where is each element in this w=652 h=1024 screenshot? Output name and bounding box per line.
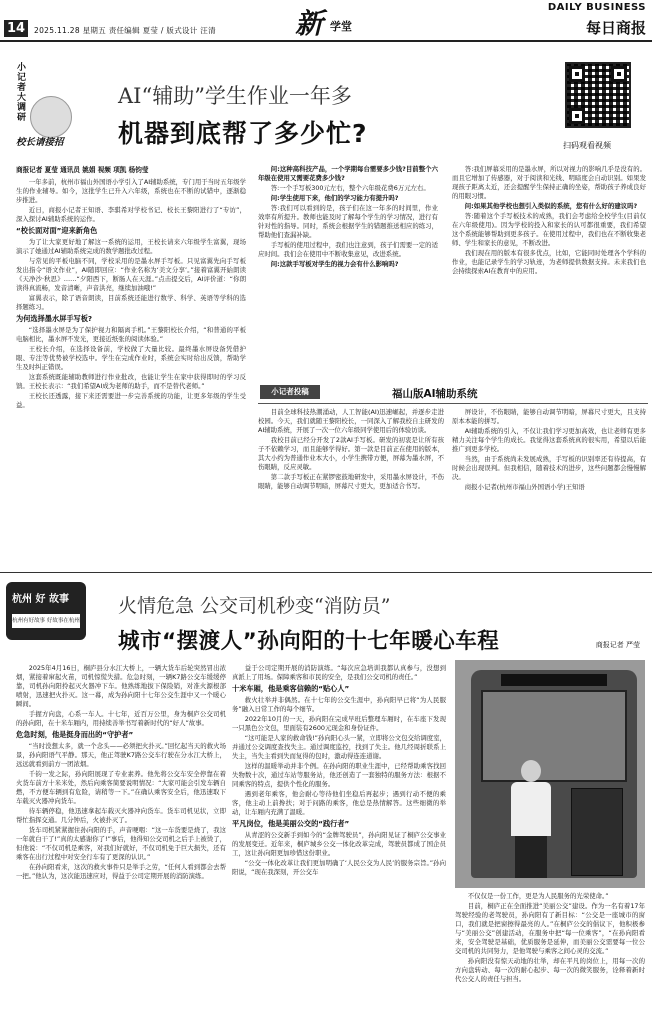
qr-finder-icon [569, 66, 585, 82]
answer-paragraph: 答:随着这个手写板技术的成熟，我们会考虑给全校学生(目前仅在六年级使用)。因为学校的投入和家长的认可都很重要，我们希望这个系统能够帮助到更多孩子。在使用过程中，我们也在不断收集老师、学生和家长的意见，不断改进。 [452, 212, 646, 247]
body-paragraph: 当然，由于系统尚未发展成熟，手写板的识别率还有待提高，有时候会出现误判。但我相信，随着技术的进步，这些问题都会慢慢解决。 [452, 455, 646, 481]
qr-finder-icon [611, 66, 627, 82]
section-logo-small: 学堂 [330, 20, 352, 33]
section-heading: “校长面对面”迎来新角色 [16, 226, 98, 235]
sidebar-title: 福山版AI辅助系统 [392, 388, 478, 400]
body-paragraph: 近日，商报小记者王知语、李骐希对学校书记、校长王黎阳进行了“专访”，深入探讨AI辅助系统的运作。 [16, 206, 246, 223]
story1-column-1 [16, 178, 246, 570]
body-paragraph: 手握方向盘，心系一车人。十七年，近百万公里，身为桐庐公交司机的孙向阳，在十米车厢内，用持续善举书写着新时代的“好人”故事。 [16, 710, 226, 727]
body-paragraph: 益于公司定期开展的消防演练。“每次应急培训我都认真参与，没想到真派上了用场。保障乘客和市民的安全，是我们公交司机的责任。” [232, 664, 446, 681]
body-paragraph: 目前全球科技热潮涌动，人工智能(AI)迅速崛起，并逐步走进校园。今天，我们就随王黎阳校长，一同深入了解我校自主研发的AI辅助系统，开展了一次一位六年级同学使用后的体验访谈。 [258, 408, 444, 434]
story1-column-2 [258, 165, 438, 381]
body-paragraph: 从青涩的公交新手到如今的“金牌驾驶员”，孙向阳见证了桐庐公交事业的发展变迁。近年来，桐庐城乡公交一体化改革完成，驾驶员都成了国企员工，这让孙向阳更加珍惜这份职业。 [232, 831, 446, 857]
question-paragraph: 问:如果其他学校也想引入类似的系统，您有什么好的建议吗? [464, 202, 638, 210]
body-paragraph: 王校长介绍，在选择设备前，学校做了大量比较。最终墨水屏设备凭借护眼、专注等优势被学校选中。学生在完成作业时，系统会实时给出反馈，帮助学生及时纠正错误。 [16, 345, 246, 371]
bus-driver-photo [455, 660, 645, 888]
column-tag-title: 校长请接招 [16, 137, 64, 148]
body-paragraph: 待车辆停稳，他迅速拿起车载灭火器冲向货车。货车司机见状，立即帮忙指挥交通。几分钟后，火被扑灭了。 [16, 807, 226, 824]
header-info: 2025.11.28 星期五 责任编辑 夏莹 / 版式设计 汪清 [34, 26, 216, 35]
brand-english: DAILY BUSINESS [547, 2, 646, 13]
body-paragraph: “选择墨水屏是为了保护视力和隔离手机。”王黎阳校长介绍，“和普通的平板电脑相比，墨水屏不发光，更接近纸张的阅读体验。” [16, 326, 246, 343]
answer-paragraph: 手写板的使用过程中，我们也注意到，孩子们需要一定的适应时间。我们会在使用中不断收集意见，改进系统。 [258, 241, 438, 258]
logo-line1: 杭州 好 故事 [12, 594, 69, 605]
page-number: 14 [4, 20, 28, 37]
story2-subtitle: 火情危急 公交司机秒变“消防员” [118, 595, 391, 617]
body-paragraph: AI辅助系统的引入，不仅让我们学习更加高效，也让老师有更多精力关注每个学生的成长。我觉得这套系统真的很实用，希望以后能推广到更多学校。 [452, 427, 646, 453]
sidebar-column-2 [452, 408, 646, 568]
driver-torso [511, 782, 551, 836]
body-paragraph: 货车司机紧紧握住孙向阳的手，声音哽咽：“这一车货要是烧了，我这一年就白干了!”真的太感谢你了!”事后，他得知公交司机之后手上被烫了，但他说：“不仅司机是乘客，对我们好就好，不仅司机免于巨大损失，还有乘客在出行过程中对安全行车有了更深的认识。” [16, 826, 226, 861]
section-logo-big: 新 [295, 7, 324, 40]
bus-door [571, 788, 623, 876]
body-paragraph: 孙向阳没有惊天动地的壮举，却在平凡的岗位上，用每一次的方向盘转动、每一次的耐心起步、每一次的微笑服务，诠释着新时代公交人的责任与担当。 [455, 957, 645, 983]
body-paragraph: 在孙向阳看来，这次的救火事件只是举手之劳，“任何人看到都会去帮一把。”他认为，这次能迅速应对，得益于公司定期开展的消防演练。 [16, 863, 226, 880]
body-paragraph: 一年多前，杭州市福山外国语小学引入了AI辅助系统，专门用于当时五年级学生的作业辅导。如今，这批学生已升入六年级，系统也在不断的试错中，逐渐稳步推进。 [16, 178, 246, 204]
hangzhou-story-logo [6, 582, 86, 640]
body-paragraph: 这样的温暖举动并非个例。在孙向阳的职业生涯中，已经帮助乘客找回失物数十次，通过车站等服务站，他还创造了一套独特的服务方法：根据不同乘客的特点，提供个性化的服务。 [232, 762, 446, 788]
section-heading: 平凡岗位，他是美丽公交的“践行者” [232, 819, 350, 828]
logo-line2: 杭州有好故事 好故事在杭州 [12, 614, 80, 628]
body-paragraph: 目前，桐庐正在全面推进“美丽公交”建设。作为一名有着17年驾驶经验的老驾驶员，孙向阳有了新目标：“公交是一座城市的窗口，我们就是把窗擦得最亮的人。”在桐庐公交的倡议下，他积极参与“美丽公交”创建活动，在服务中把“每一位乘客”，“在孙向阳看来，安全驾驶是基础，优质服务是延伸，而美丽公交需要每一位公交司机的共同努力，是他驾驶与乘客之间心灵的交流。” [455, 902, 645, 955]
driver-figure [507, 760, 555, 878]
qr-label: 扫码观看视频 [563, 141, 611, 150]
story1-column-3 [452, 165, 646, 381]
column-tag-vertical: 小记者大调研 [15, 62, 25, 122]
driver-legs [515, 836, 547, 878]
body-paragraph: 为了让大家更好地了解这一系统的运用，王校长请来六年级学生富翼，现场演示了她通过AI辅助系统完成的数学题批改过程。 [16, 238, 246, 255]
body-paragraph: 屏设计，不伤眼睛，能够自动调节明暗，屏幕尺寸更大，且支持原本本能的拼写。 [452, 408, 646, 425]
story1-headline: 机器到底帮了多少忙? [118, 119, 368, 148]
body-paragraph: 2025年4月16日，桐庐县分水江大桥上，一辆大货车后轮突然冒出浓烟，紧接着窜起火苗，司机惊慌失措。危急时刻，一辆K7路公交车缓缓停靠，司机孙向阳拎起灭火器冲下车。他熟练地拔下保险销，对准火源根部喷射，迅速把火扑灭。这一幕，成为孙向阳十七年公交生涯中又一个暖心瞬间。 [16, 664, 226, 708]
header-rule [0, 40, 652, 42]
question-paragraph: 问:学生使用下来，他们的学习能力有提升吗? [270, 194, 399, 202]
story2-headline: 城市“摆渡人”孙向阳的十七年暖心车程 [118, 629, 500, 654]
story1-subtitle: AI“辅助”学生作业一年多 [118, 84, 352, 108]
body-paragraph: 2022年10月的一天，孙向阳在完成早班后整理车厢时，在车座下发现一只黑色公文包，里面装有2600元现金和身份证件。 [232, 715, 446, 732]
qr-code[interactable] [565, 62, 631, 128]
column-tag [6, 62, 76, 150]
body-paragraph: 富翼表示，除了语音朗读，目前系统还能进行数学、科学、英语等学科的选择题练习。 [16, 294, 246, 311]
story1-byline: 商报记者 夏莹 通讯员 姚娟 视频 项凯 杨钧莹 [16, 166, 149, 174]
section-heading: 为何选择墨水屏手写板? [16, 314, 93, 323]
body-paragraph: 与常见的平板电脑不同，学校采用的是墨水屏手写板。只见富翼先向手写板发出指令“语文作业”，AI随即回应：“作业名称为‘美文分享’。”接着富翼开始朗读《天净沙·秋思》……“夕阳西下，断肠人在天涯。”点击提交后，AI评价道：“你朗读得真流畅，发音清晰，声音洪亮，继续加油哦!” [16, 257, 246, 292]
body-paragraph: “当时没想太多，就一个念头——必须把火扑灭。”回忆起当天的救火场景，孙向阳语气平静。那天，他正驾驶K7路公交车行驶在分水江大桥上，远远就看到前方一团浓烟。 [16, 742, 226, 768]
brand-chinese: 每日商报 [585, 19, 646, 37]
story2-column-2 [232, 664, 446, 1020]
body-paragraph: 我校目前已经分开发了2款AI手写板。研发的初衷是让所有孩子不依赖学习，而且能够学得好。第一款是目前正在使用的版本，其大小约为普通作业本大小，小学生携带方便，屏幕为墨水屏，不伤眼睛，反应灵敏。 [258, 436, 444, 471]
section-heading: 十米车厢，他是乘客信赖的“贴心人” [232, 684, 350, 693]
body-paragraph: 这套系统既能辅助教师进行作业批改，也能让学生在家中获得即时的学习反馈。王校长表示：“我们希望AI成为老师的助手，而不是替代老师。” [16, 373, 246, 390]
driver-head [521, 760, 541, 782]
section-heading: 危急时刻，他是挺身而出的“守护者” [16, 730, 134, 739]
body-paragraph: 不仅仅是一份工作，更是为人民服务的光荣使命。” [467, 892, 609, 900]
answer-paragraph: 答:一个手写板300元左右，整个六年级花费6万元左右。 [270, 184, 430, 192]
body-paragraph: 救火壮举并非偶然。在十七年的公交生涯中，孙向阳早已将“为人民服务”融入日常工作的每个细节。 [232, 696, 446, 713]
body-paragraph: 千钧一发之际，孙向阳展现了专业素养。他先将公交车安全停靠在着火货车前方十米米处，然后向乘客简要说明情况：“大家可能会引发车辆自燃，不方便车辆到有危险，请稍等一下。”在确认乘客安全后，他迅速取下车载灭火器冲向货车。 [16, 770, 226, 805]
qr-finder-icon [569, 108, 585, 124]
answer-paragraph: 答:我们可以看到的是，孩子们在这一年多的时间里，作业效率有所提升。教师也能及时了解每个学生的学习情况，进行有针对性的指导。同时，系统会根据学生的错题推送相应的练习，帮助他们查漏补缺。 [258, 204, 438, 239]
sidebar-tag: 小记者投稿 [260, 385, 320, 399]
sidebar-column-1 [258, 408, 444, 568]
body-paragraph: “公交一体化改革让我们更加明确了‘人民公交为人民’的服务宗旨。”孙向阳说，“现在我深刻，开公交车 [232, 859, 446, 876]
story2-byline: 商报记者 严莹 [595, 641, 640, 649]
story2-column-1 [16, 664, 226, 1020]
question-paragraph: 问:这种高科技产品，一个学期每台需要多少钱?目前整个六年级在使用又需要花费多少钱? [258, 165, 438, 182]
body-paragraph: 商报小记者(杭州市福山外国语小学)王知语 [464, 483, 585, 491]
bus-sign [501, 674, 607, 686]
sidebar-rule [258, 403, 648, 404]
page-header [0, 0, 652, 42]
story-divider [0, 572, 652, 573]
question-paragraph: 问:这款手写板对学生的视力会有什么影响吗? [270, 260, 399, 268]
body-paragraph: 王校长还透露，接下来还需要进一步完善系统的功能，让更多年级的学生受益。 [16, 392, 246, 409]
cartoon-illustration [30, 96, 72, 138]
story2-column-3 [455, 892, 645, 1020]
body-paragraph: 第二款手写板正在紧锣密鼓地研发中，采用墨水屏设计，不伤眼睛，能够自动调节明暗，屏幕尺寸更大，更加适合书写。 [258, 473, 444, 490]
body-paragraph: “这可能是人家的救命钱!”孙向阳心头一紧，立即将公文包交给调度室，并通过公交调度查找失主。通过调度监控，找到了失主。他几经周折联系上失主，当失主看到失而复得的包时，激动得连连道谢。 [232, 734, 446, 760]
answer-paragraph: 我们现在用的版本有很多优点，比如，它能同时处理各个学科的作业，也能记录学生的学习轨迹，为老师提供数据支持。未来我们也会持续探索AI在教育中的应用。 [452, 249, 646, 275]
body-paragraph: 遇到老年乘客，他会耐心等待他们坐稳后再起步；遇到行动不便的乘客，他主动上前搀扶；对于问路的乘客，他总是热情解答。这些细微的举动，让车厢内充满了温暖。 [232, 790, 446, 816]
answer-paragraph: 答:我们屏幕采用的是墨水屏，所以对视力的影响几乎是没有的。而且它增加了传感器，对于阅读和光线、明暗度会自动识别。如果发现孩子距离太近，还会提醒学生保持正确的坐姿，帮助孩子养成良好的用眼习惯。 [452, 165, 646, 200]
